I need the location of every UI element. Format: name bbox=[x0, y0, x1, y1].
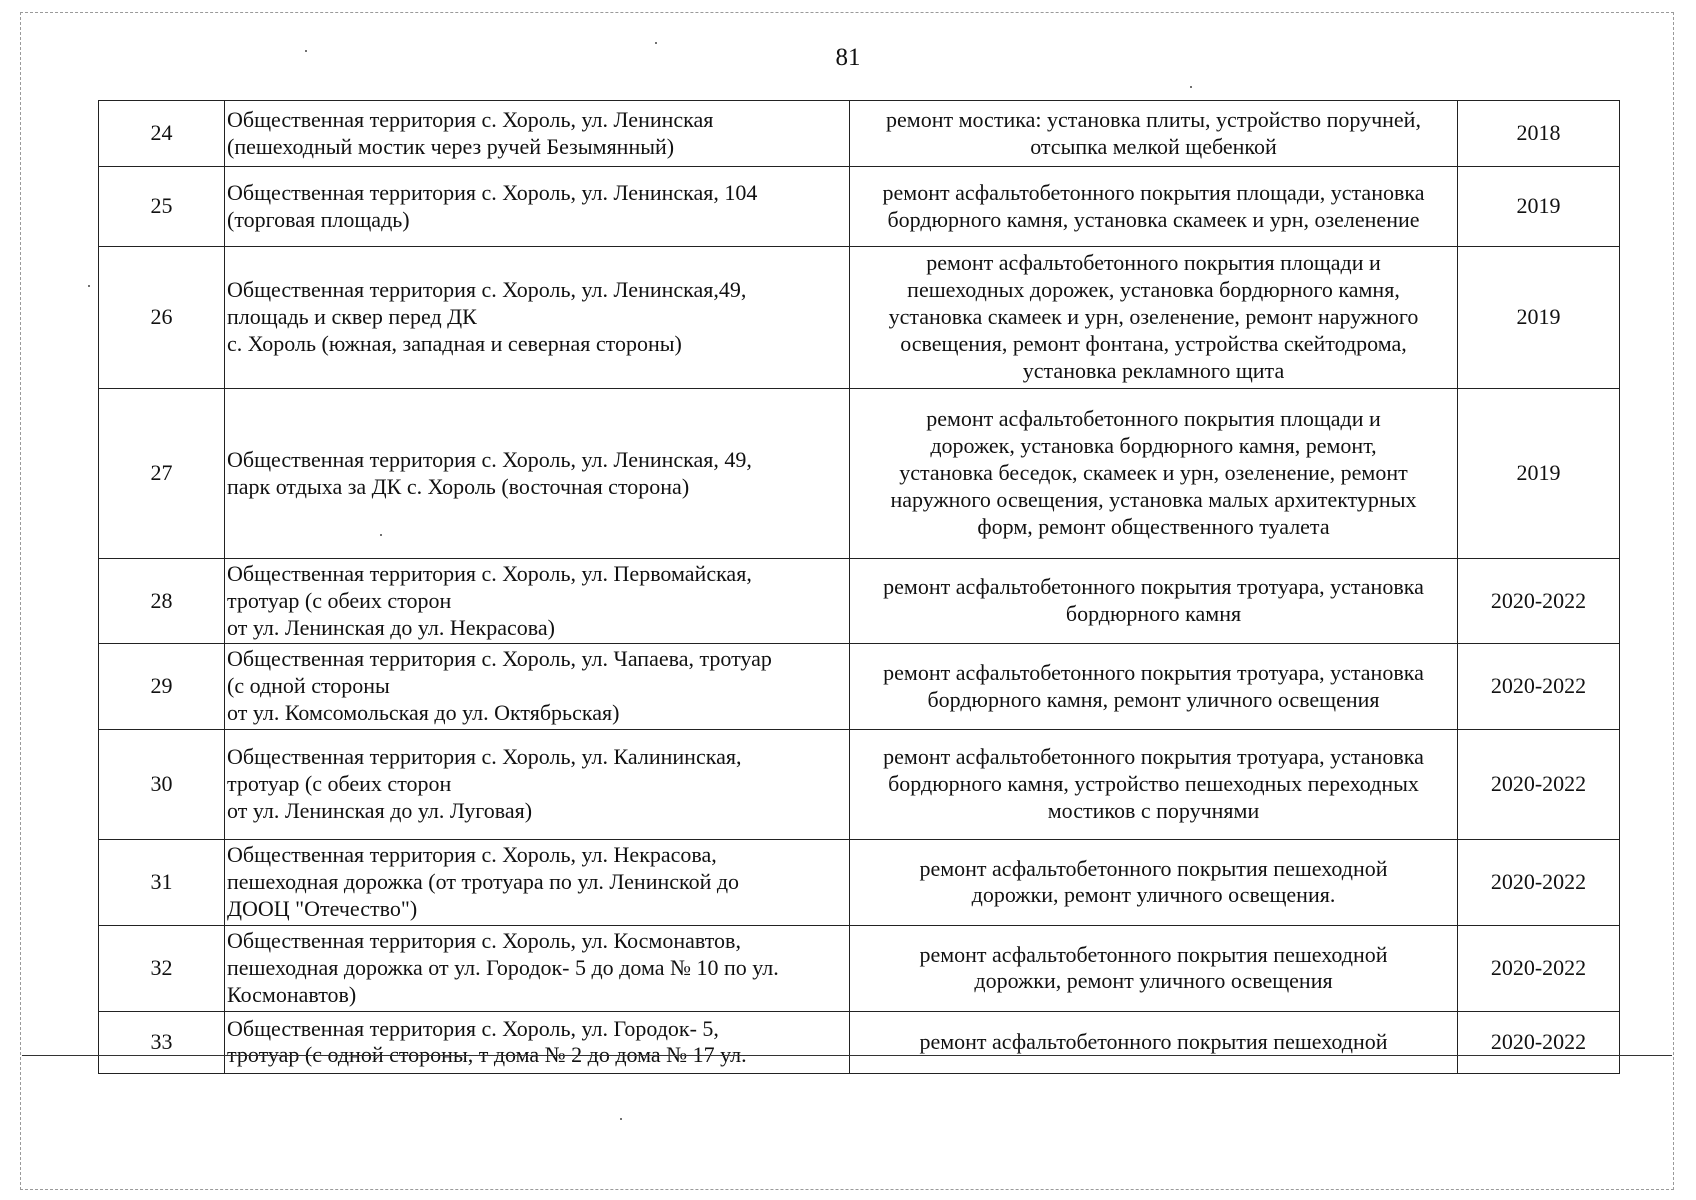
scan-speck bbox=[380, 534, 382, 536]
territory-cell bbox=[225, 729, 850, 839]
row-number: 31 bbox=[99, 839, 225, 925]
works-cell-line: дорожки, ремонт уличного освещения bbox=[974, 968, 1333, 994]
year-cell: 2020-2022 bbox=[1458, 925, 1620, 1011]
territory-cell-line: Космонавтов) bbox=[227, 981, 357, 1007]
table-row bbox=[99, 839, 1620, 925]
territory-cell-line: Общественная территория с. Хороль, ул. Городок- 5, bbox=[227, 1015, 719, 1041]
territory-cell bbox=[225, 839, 850, 925]
territory-cell-line: (пешеходный мостик через ручей Безымянный) bbox=[227, 133, 675, 159]
works-cell-line: ремонт асфальтобетонного покрытия тротуара, установка bbox=[883, 744, 1424, 770]
works-cell-line: установка рекламного щита bbox=[1022, 357, 1285, 383]
table-row bbox=[99, 559, 1620, 644]
territory-cell-line: Общественная территория с. Хороль, ул. Ленинская, 104 bbox=[227, 179, 758, 205]
table-row bbox=[99, 644, 1620, 729]
territory-cell-line: пешеходная дорожка от ул. Городок- 5 до дома № 10 по ул. bbox=[227, 955, 779, 981]
page-number: 81 bbox=[835, 44, 861, 71]
year-cell: 2019 bbox=[1458, 247, 1620, 389]
table-row bbox=[99, 925, 1620, 1011]
row-number: 25 bbox=[99, 167, 225, 247]
row-number: 24 bbox=[99, 101, 225, 167]
works-cell-line: ремонт асфальтобетонного покрытия пешеходной bbox=[919, 855, 1388, 881]
row-number: 32 bbox=[99, 925, 225, 1011]
works-cell-line: ремонт асфальтобетонного покрытия тротуара, установка bbox=[883, 574, 1424, 600]
table-row bbox=[99, 389, 1620, 559]
scan-speck bbox=[655, 42, 657, 44]
works-cell-line: установка беседок, скамеек и урн, озеленение, ремонт bbox=[899, 460, 1408, 486]
works-cell-line: бордюрного камня, ремонт уличного освещения bbox=[927, 686, 1380, 712]
table-row bbox=[99, 101, 1620, 167]
territory-cell bbox=[225, 1011, 850, 1073]
works-cell bbox=[850, 729, 1458, 839]
territory-cell-line: Общественная территория с. Хороль, ул. Ленинская,49, bbox=[227, 277, 747, 303]
year-cell: 2018 bbox=[1458, 101, 1620, 167]
works-cell-line: ремонт асфальтобетонного покрытия площади, установка bbox=[882, 179, 1425, 205]
row-number: 27 bbox=[99, 389, 225, 559]
table-row bbox=[99, 729, 1620, 839]
works-cell-line: установка скамеек и урн, озеленение, ремонт наружного bbox=[888, 304, 1419, 330]
works-cell-line: наружного освещения, установка малых архитектурных bbox=[890, 486, 1417, 512]
works-cell-line: мостиков с поручнями bbox=[1047, 797, 1260, 823]
works-cell bbox=[850, 925, 1458, 1011]
territory-cell-line: ДООЦ "Отечество") bbox=[227, 895, 418, 921]
territory-cell-line: тротуар (с одной стороны, т дома № 2 до дома № 17 ул. bbox=[227, 1042, 747, 1068]
works-cell bbox=[850, 101, 1458, 167]
territory-cell bbox=[225, 101, 850, 167]
table-row bbox=[99, 247, 1620, 389]
year-cell: 2019 bbox=[1458, 389, 1620, 559]
territory-cell-line: от ул. Комсомольская до ул. Октябрьская) bbox=[227, 700, 620, 726]
works-cell-line: бордюрного камня bbox=[1065, 601, 1242, 627]
territory-cell-line: с. Хороль (южная, западная и северная стороны) bbox=[227, 330, 682, 356]
year-cell: 2020-2022 bbox=[1458, 839, 1620, 925]
row-number: 29 bbox=[99, 644, 225, 729]
works-cell-line: ремонт асфальтобетонного покрытия тротуара, установка bbox=[883, 659, 1424, 685]
works-cell bbox=[850, 1011, 1458, 1073]
table-row bbox=[99, 167, 1620, 247]
scan-speck bbox=[305, 50, 307, 52]
territory-cell-line: (с одной стороны bbox=[227, 673, 390, 699]
works-cell bbox=[850, 389, 1458, 559]
territory-cell-line: тротуар (с обеих сторон bbox=[227, 771, 452, 797]
territory-cell-line: Общественная территория с. Хороль, ул. Некрасова, bbox=[227, 842, 717, 868]
row-number: 28 bbox=[99, 559, 225, 644]
works-cell-line: ремонт асфальтобетонного покрытия пешеходной bbox=[919, 941, 1388, 967]
scan-speck bbox=[620, 1118, 622, 1120]
row-number: 33 bbox=[99, 1011, 225, 1073]
works-cell-line: бордюрного камня, устройство пешеходных переходных bbox=[888, 771, 1419, 797]
territory-cell-line: тротуар (с обеих сторон bbox=[227, 587, 452, 613]
territory-cell bbox=[225, 247, 850, 389]
territory-cell-line: Общественная территория с. Хороль, ул. Космонавтов, bbox=[227, 928, 741, 954]
territory-cell-line: Общественная территория с. Хороль, ул. Первомайская, bbox=[227, 561, 752, 586]
year-cell: 2019 bbox=[1458, 167, 1620, 247]
territory-cell bbox=[225, 389, 850, 559]
works-cell bbox=[850, 247, 1458, 389]
territory-cell-line: от ул. Ленинская до ул. Луговая) bbox=[227, 797, 533, 823]
territory-cell-line: (торговая площадь) bbox=[227, 206, 410, 232]
year-cell: 2020-2022 bbox=[1458, 559, 1620, 644]
territory-cell-line: Общественная территория с. Хороль, ул. Калининская, bbox=[227, 744, 742, 770]
row-number: 30 bbox=[99, 729, 225, 839]
works-cell-line: ремонт асфальтобетонного покрытия пешеходной bbox=[919, 1029, 1388, 1055]
works-cell-line: ремонт асфальтобетонного покрытия площади и bbox=[926, 250, 1381, 276]
works-cell bbox=[850, 839, 1458, 925]
works-cell bbox=[850, 559, 1458, 644]
table-row bbox=[99, 1011, 1620, 1073]
works-cell-line: ремонт мостика: установка плиты, устройство поручней, bbox=[886, 106, 1421, 132]
territories-table bbox=[98, 100, 1620, 1074]
works-cell-line: дорожки, ремонт уличного освещения. bbox=[971, 882, 1336, 908]
territory-cell-line: парк отдыха за ДК с. Хороль (восточная сторона) bbox=[227, 473, 690, 499]
works-cell-line: бордюрного камня, установка скамеек и урн, озеленение bbox=[887, 206, 1420, 232]
works-cell bbox=[850, 644, 1458, 729]
works-cell-line: форм, ремонт общественного туалета bbox=[977, 513, 1330, 539]
works-cell-line: дорожек, установка бордюрного камня, ремонт, bbox=[930, 433, 1377, 459]
year-cell: 2020-2022 bbox=[1458, 1011, 1620, 1073]
territory-cell bbox=[225, 925, 850, 1011]
territory-cell-line: от ул. Ленинская до ул. Некрасова) bbox=[227, 614, 555, 640]
row-number: 26 bbox=[99, 247, 225, 389]
territory-cell-line: Общественная территория с. Хороль, ул. Ленинская bbox=[227, 106, 714, 132]
territory-cell-line: Общественная территория с. Хороль, ул. Ленинская, 49, bbox=[227, 446, 752, 472]
page-cut-line bbox=[22, 1055, 1672, 1056]
year-cell: 2020-2022 bbox=[1458, 729, 1620, 839]
territory-cell-line: Общественная территория с. Хороль, ул. Чапаева, тротуар bbox=[227, 646, 772, 672]
works-cell bbox=[850, 167, 1458, 247]
territory-cell bbox=[225, 644, 850, 729]
scan-speck bbox=[88, 285, 90, 287]
territory-cell-line: пешеходная дорожка (от тротуара по ул. Ленинской до bbox=[227, 869, 740, 895]
works-cell-line: освещения, ремонт фонтана, устройства скейтодрома, bbox=[900, 330, 1407, 356]
works-cell-line: отсыпка мелкой щебенкой bbox=[1030, 133, 1277, 159]
territory-cell bbox=[225, 559, 850, 644]
year-cell: 2020-2022 bbox=[1458, 644, 1620, 729]
works-cell-line: ремонт асфальтобетонного покрытия площади и bbox=[926, 406, 1381, 432]
territory-cell-line: площадь и сквер перед ДК bbox=[227, 304, 477, 330]
works-cell-line: пешеходных дорожек, установка бордюрного камня, bbox=[907, 277, 1400, 303]
territory-cell bbox=[225, 167, 850, 247]
scan-speck bbox=[1190, 86, 1192, 88]
